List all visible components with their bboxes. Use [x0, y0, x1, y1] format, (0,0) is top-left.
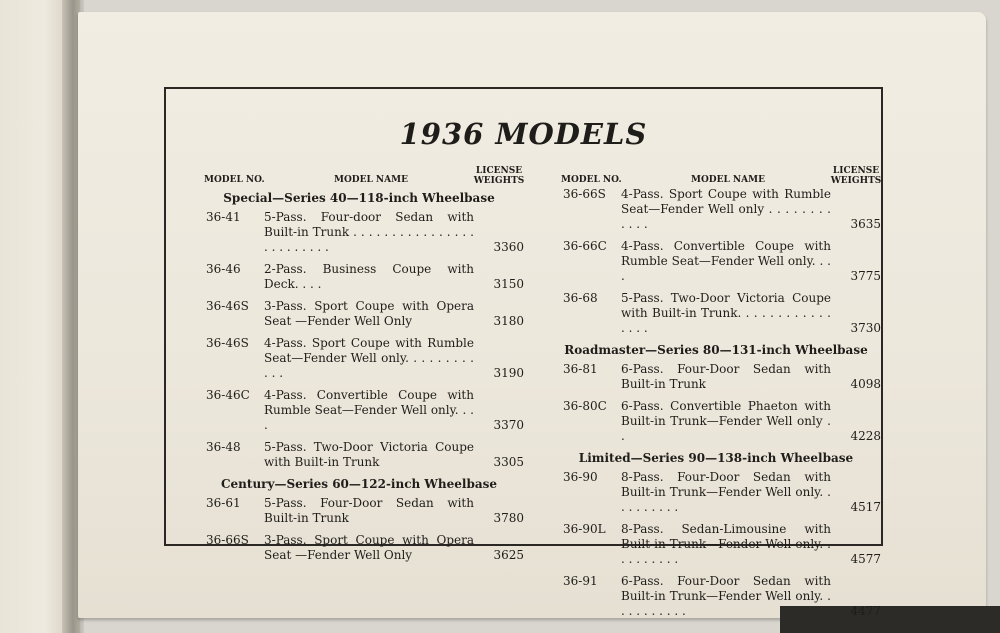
model-name: 5-Pass. Four-door Sedan with Built-in Trunk . . . . . . . . . . . . . . . . . . . . . . . . . [264, 210, 474, 254]
header-model-name: MODEL NAME [334, 175, 408, 185]
license-weight: 3370 [493, 418, 524, 432]
license-weight: 4098 [850, 377, 881, 391]
right-column [551, 167, 881, 626]
left-column [194, 167, 524, 570]
model-number: 36-41 [206, 210, 241, 224]
series-heading: Limited—Series 90—138-inch Wheelbase [578, 451, 854, 465]
model-number: 36-46C [206, 388, 250, 402]
model-name: 4-Pass. Convertible Coupe with Rumble Seat—Fender Well only. . . . [621, 239, 831, 283]
model-row [551, 291, 881, 336]
license-weight: 3635 [850, 217, 881, 231]
model-name: 4-Pass. Convertible Coupe with Rumble Seat—Fender Well only. . . . [264, 388, 474, 432]
license-weight: 3150 [493, 277, 524, 291]
model-row [194, 440, 524, 470]
model-number: 36-91 [563, 574, 598, 588]
model-number: 36-46 [206, 262, 241, 276]
section-body [551, 187, 881, 619]
model-number: 36-61 [206, 496, 241, 510]
model-number: 36-90 [563, 470, 598, 484]
model-name: 6-Pass. Four-Door Sedan with Built-in Trunk—Fender Well only. . . . . . . . . . . [621, 574, 831, 618]
header-license-weights [826, 166, 886, 186]
license-weight: 4517 [850, 500, 881, 514]
model-name: 6-Pass. Four-Door Sedan with Built-in Trunk [621, 362, 831, 391]
model-number: 36-66S [206, 533, 249, 547]
license-weight: 3780 [493, 511, 524, 525]
model-row [551, 362, 881, 392]
license-weight: 3180 [493, 314, 524, 328]
model-row [194, 496, 524, 526]
header-weights-line1: LICENSE [475, 166, 523, 176]
model-name: 2-Pass. Business Coupe with Deck. . . . [264, 262, 474, 291]
model-row [194, 210, 524, 255]
column-header [551, 167, 881, 187]
header-weights-line1: LICENSE [832, 166, 880, 176]
model-name: 5-Pass. Two-Door Victoria Coupe with Built-in Trunk [264, 440, 474, 469]
license-weight: 4477 [850, 604, 881, 618]
model-name: 4-Pass. Sport Coupe with Rumble Seat—Fender Well only. . . . . . . . . . . . [264, 336, 474, 380]
license-weight: 3360 [493, 240, 524, 254]
models-table-frame [164, 87, 883, 618]
header-license-weights [469, 166, 529, 186]
model-number: 36-66S [563, 187, 606, 201]
header-weights-line2: WEIGHTS [473, 176, 525, 186]
model-row [551, 399, 881, 444]
model-number: 36-80C [563, 399, 607, 413]
license-weight: 4228 [850, 429, 881, 443]
series-heading: Century—Series 60—122-inch Wheelbase [220, 477, 498, 491]
model-number: 36-46S [206, 299, 249, 313]
model-name: 3-Pass. Sport Coupe with Opera Seat —Fender Well Only [264, 299, 474, 328]
model-number: 36-81 [563, 362, 598, 376]
license-weight: 4577 [850, 552, 881, 566]
model-number: 36-68 [563, 291, 598, 305]
model-row [194, 388, 524, 433]
model-row [551, 522, 881, 567]
license-weight: 3775 [850, 269, 881, 283]
header-model-no: MODEL NO. [204, 175, 265, 185]
model-name: 8-Pass. Four-Door Sedan with Built-in Trunk—Fender Well only. . . . . . . . . . [621, 470, 831, 514]
model-row [194, 262, 524, 292]
model-name: 3-Pass. Sport Coupe with Opera Seat —Fender Well Only [264, 533, 474, 562]
model-name: 5-Pass. Two-Door Victoria Coupe with Built-in Trunk. . . . . . . . . . . . . . . . [621, 291, 831, 335]
license-weight: 3625 [493, 548, 524, 562]
model-name: 6-Pass. Convertible Phaeton with Built-in Trunk—Fender Well only . . [621, 399, 831, 443]
model-number: 36-48 [206, 440, 241, 454]
license-weight: 3730 [850, 321, 881, 335]
model-number: 36-46S [206, 336, 249, 350]
model-row [551, 574, 881, 619]
model-name: 5-Pass. Four-Door Sedan with Built-in Trunk [264, 496, 474, 525]
model-number: 36-66C [563, 239, 607, 253]
model-row [194, 336, 524, 381]
model-row [551, 187, 881, 232]
header-weights-line2: WEIGHTS [830, 176, 882, 186]
license-weight: 3190 [493, 366, 524, 380]
model-row [194, 299, 524, 329]
page-title: 1936 MODELS [399, 117, 648, 151]
model-row [551, 470, 881, 515]
series-heading: Roadmaster—Series 80—131-inch Wheelbase [564, 343, 868, 357]
model-number: 36-90L [563, 522, 606, 536]
series-heading: Special—Series 40—118-inch Wheelbase [223, 191, 495, 205]
model-name: 8-Pass. Sedan-Limousine with Built-in Trunk—Fender Well only. . . . . . . . . . [621, 522, 831, 566]
header-model-no: MODEL NO. [561, 175, 622, 185]
license-weight: 3305 [493, 455, 524, 469]
column-header [194, 167, 524, 187]
model-name: 4-Pass. Sport Coupe with Rumble Seat—Fender Well only . . . . . . . . . . . . [621, 187, 831, 231]
header-model-name: MODEL NAME [691, 175, 765, 185]
section-body [194, 191, 524, 563]
model-row [551, 239, 881, 284]
model-row [194, 533, 524, 563]
